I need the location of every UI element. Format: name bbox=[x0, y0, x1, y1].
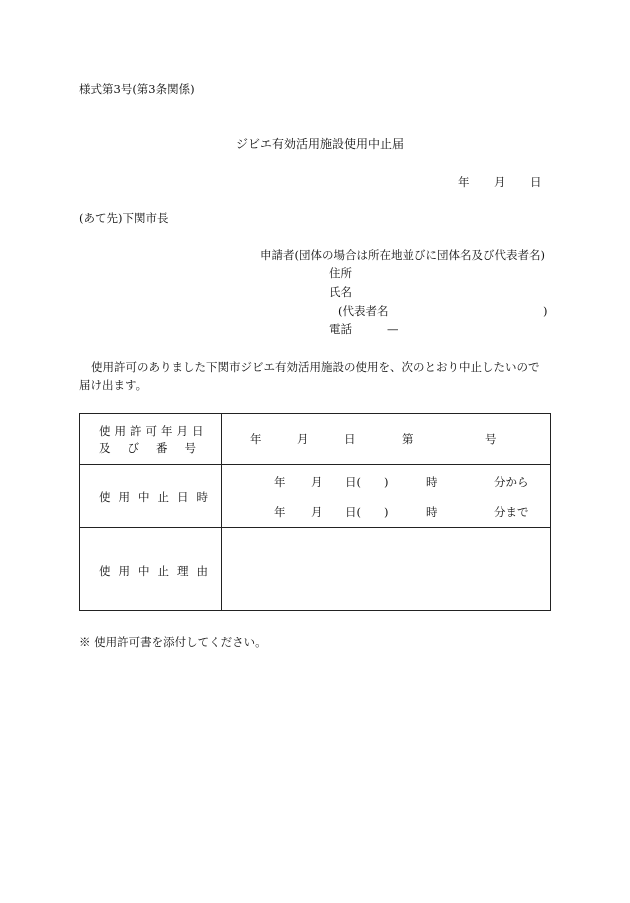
row1-dai: 第 bbox=[402, 432, 414, 446]
body-text-line2: 届け出ます。 bbox=[79, 378, 148, 392]
row2-to-year: 年 bbox=[274, 505, 286, 519]
row1-go: 号 bbox=[485, 432, 497, 446]
date-year: 年 bbox=[458, 175, 470, 189]
applicant-name-label: 氏名 bbox=[329, 285, 352, 299]
row2-from-month: 月 bbox=[311, 475, 323, 489]
applicant-phone-label: 電話 bbox=[329, 322, 352, 336]
row3-label: 使用中止理由 bbox=[99, 564, 216, 578]
body-text-line1: 使用許可のありました下関市ジビエ有効活用施設の使用を、次のとおり中止したいので bbox=[91, 360, 540, 374]
row2-from-day: 日( bbox=[345, 475, 361, 489]
row1-day: 日 bbox=[344, 432, 356, 446]
applicant-address-label: 住所 bbox=[329, 266, 352, 280]
row2-to-day: 日( bbox=[345, 505, 361, 519]
date-day: 日 bbox=[530, 175, 542, 189]
applicant-rep-close: ) bbox=[543, 304, 548, 318]
row2-to-paren-close: ) bbox=[384, 505, 389, 519]
row2-to-hour: 時 bbox=[426, 505, 438, 519]
document-title: ジビエ有効活用施設使用中止届 bbox=[236, 137, 405, 151]
row2-from-hour: 時 bbox=[426, 475, 438, 489]
table-row-divider bbox=[80, 464, 550, 465]
addressee: (あて先)下関市長 bbox=[79, 211, 169, 225]
stop-notice-table bbox=[79, 413, 551, 611]
row1-label-line1: 使用許可年月日 bbox=[99, 424, 208, 438]
date-month: 月 bbox=[494, 175, 506, 189]
row2-from-paren-close: ) bbox=[384, 475, 389, 489]
applicant-phone-dash: — bbox=[387, 322, 399, 336]
table-column-divider bbox=[221, 414, 222, 610]
row2-to-minute: 分まで bbox=[494, 505, 529, 519]
row2-label: 使用中止日時 bbox=[99, 490, 216, 504]
applicant-heading: 申請者(団体の場合は所在地並びに団体名及び代表者名) bbox=[260, 248, 545, 262]
form-number: 様式第3号(第3条関係) bbox=[79, 82, 195, 96]
row1-month: 月 bbox=[297, 432, 309, 446]
table-row-divider bbox=[80, 527, 550, 528]
row1-year: 年 bbox=[250, 432, 262, 446]
row3-reason-area[interactable] bbox=[223, 529, 549, 609]
row2-to-month: 月 bbox=[311, 505, 323, 519]
row2-from-year: 年 bbox=[274, 475, 286, 489]
row2-from-minute: 分から bbox=[494, 475, 529, 489]
attachment-note: ※ 使用許可書を添付してください。 bbox=[79, 635, 267, 649]
applicant-rep-open: (代表者名 bbox=[338, 304, 389, 318]
row1-label-line2: 及び番号 bbox=[99, 441, 213, 455]
